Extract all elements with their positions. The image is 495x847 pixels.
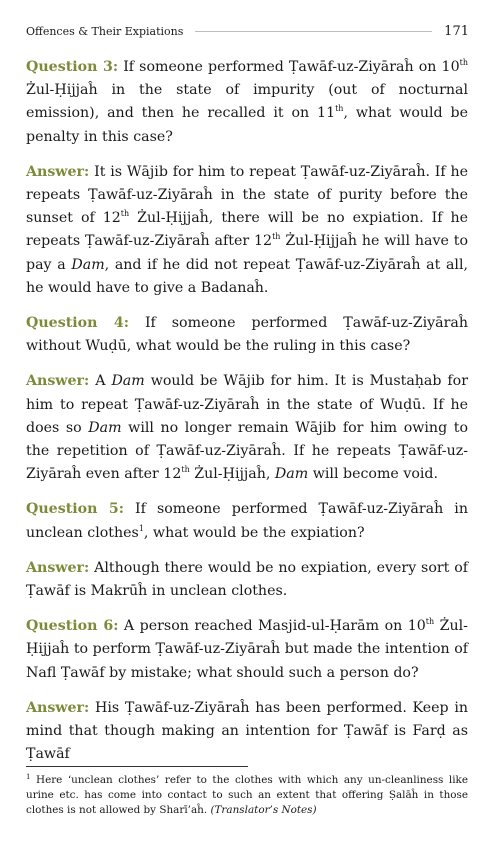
text-run: will no longer remain Wājib for him owing to the repetition of Ṭawāf-uz-Ziyāraĥ. If he repeats Ṭawāf-uz-Ziyāraĥ even after 12 (26, 419, 468, 483)
answer-label: Answer: (26, 163, 90, 180)
text-run: A person reached Masjid-ul-Ḥarām on 10 (123, 618, 426, 635)
footnote (26, 773, 468, 818)
question-label: Question 3: (26, 59, 119, 75)
footnote-marker: 1 (26, 773, 31, 781)
text-run: will become void. (308, 466, 439, 483)
question-label: Question 6: (26, 618, 119, 635)
superscript: th (120, 209, 130, 219)
italic-term: Dam (88, 419, 122, 436)
text-run: If someone performed Ṭawāf-uz-Ziyāraĥ without Wuḍū, what would be the ruling in this case? (26, 315, 468, 355)
text-run: If someone performed Ṭawāf-uz-Ziyāraĥ in unclean clothes (26, 501, 468, 541)
italic-term: Dam (71, 256, 105, 273)
text-run: A (95, 373, 112, 390)
text-run: , what would be penalty in this case? (26, 105, 468, 145)
text-run: It is Wājib for him to repeat Ṭawāf-uz-Ziyāraĥ. If he repeats Ṭawāf-uz-Ziyāraĥ in the state of purity before the sunset of 12 (26, 163, 468, 227)
answer-label: Answer: (26, 559, 90, 576)
answer-5 (26, 557, 468, 603)
text-run: , what would be the expiation? (143, 524, 365, 541)
question-3 (26, 56, 468, 149)
superscript: th (335, 104, 344, 114)
translator-note: (Translator’s Notes) (210, 804, 317, 816)
question-label: Question 5: (26, 501, 124, 518)
text-run: His Ṭawāf-uz-Ziyāraĥ has been performed. Keep in mind that though making an intention for Ṭawāf is Farḍ as Ṭawāf (26, 699, 468, 763)
main-text (26, 56, 468, 778)
italic-term: Dam (111, 373, 145, 390)
superscript: th (459, 58, 468, 67)
text-run: Żul-Ḥijjaĥ, there will be no expiation. If he repeats Ṭawāf-uz-Ziyāraĥ after 12 (26, 210, 468, 250)
question-5 (26, 498, 468, 544)
page-number: 171 (444, 23, 469, 39)
question-4 (26, 312, 468, 358)
text-run: would be Wājib for him. It is Mustaḥab for him to repeat Ṭawāf-uz-Ziyāraĥ in the state of Wuḍū. If he does so (26, 373, 468, 436)
text-run: Although there would be no expiation, every sort of Ṭawāf is Makrūĥ in unclean clothes. (26, 559, 468, 600)
answer-3 (26, 161, 468, 300)
answer-4 (26, 370, 468, 486)
footnote-text: Here ‘unclean clothes’ refer to the clothes with which any un-cleanliness like urine etc. has come into contact to such an extent that offering Ṣalāĥ in those clothes is not allowed by Sharī’aĥ. (26, 774, 468, 816)
answer-6 (26, 697, 468, 767)
superscript: th (425, 617, 435, 627)
header-rule (195, 31, 432, 32)
text-run: If someone performed Ṭawāf-uz-Ziyāraĥ on 10 (123, 59, 460, 75)
footnote-rule (26, 766, 248, 767)
superscript: th (181, 465, 190, 475)
text-run: Żul-Ḥijjaĥ, (189, 466, 275, 483)
superscript: th (272, 232, 281, 242)
italic-term: Dam (274, 466, 309, 483)
running-title: Offences & Their Expiations (26, 24, 184, 38)
question-6 (26, 615, 468, 685)
text-run: , and if he did not repeat Ṭawāf-uz-Ziyāraĥ at all, he would have to give a Badanaĥ. (26, 256, 468, 296)
text-run: Żul-Ḥijjaĥ he will have to pay a (26, 233, 468, 273)
running-header (26, 22, 469, 40)
question-label: Question 4: (26, 315, 129, 332)
answer-label: Answer: (26, 373, 90, 390)
footnote-ref[interactable]: 1 (138, 523, 144, 533)
text-run: Żul-Ḥijjaĥ to perform Ṭawāf-uz-Ziyāraĥ but made the intention of Nafl Ṭawāf by mistake; what should such a person do? (26, 618, 468, 681)
answer-label: Answer: (26, 699, 90, 716)
text-run: Żul-Ḥijjaĥ in the state of impurity (out of nocturnal emission), and then he recalled it on 11 (26, 82, 468, 122)
